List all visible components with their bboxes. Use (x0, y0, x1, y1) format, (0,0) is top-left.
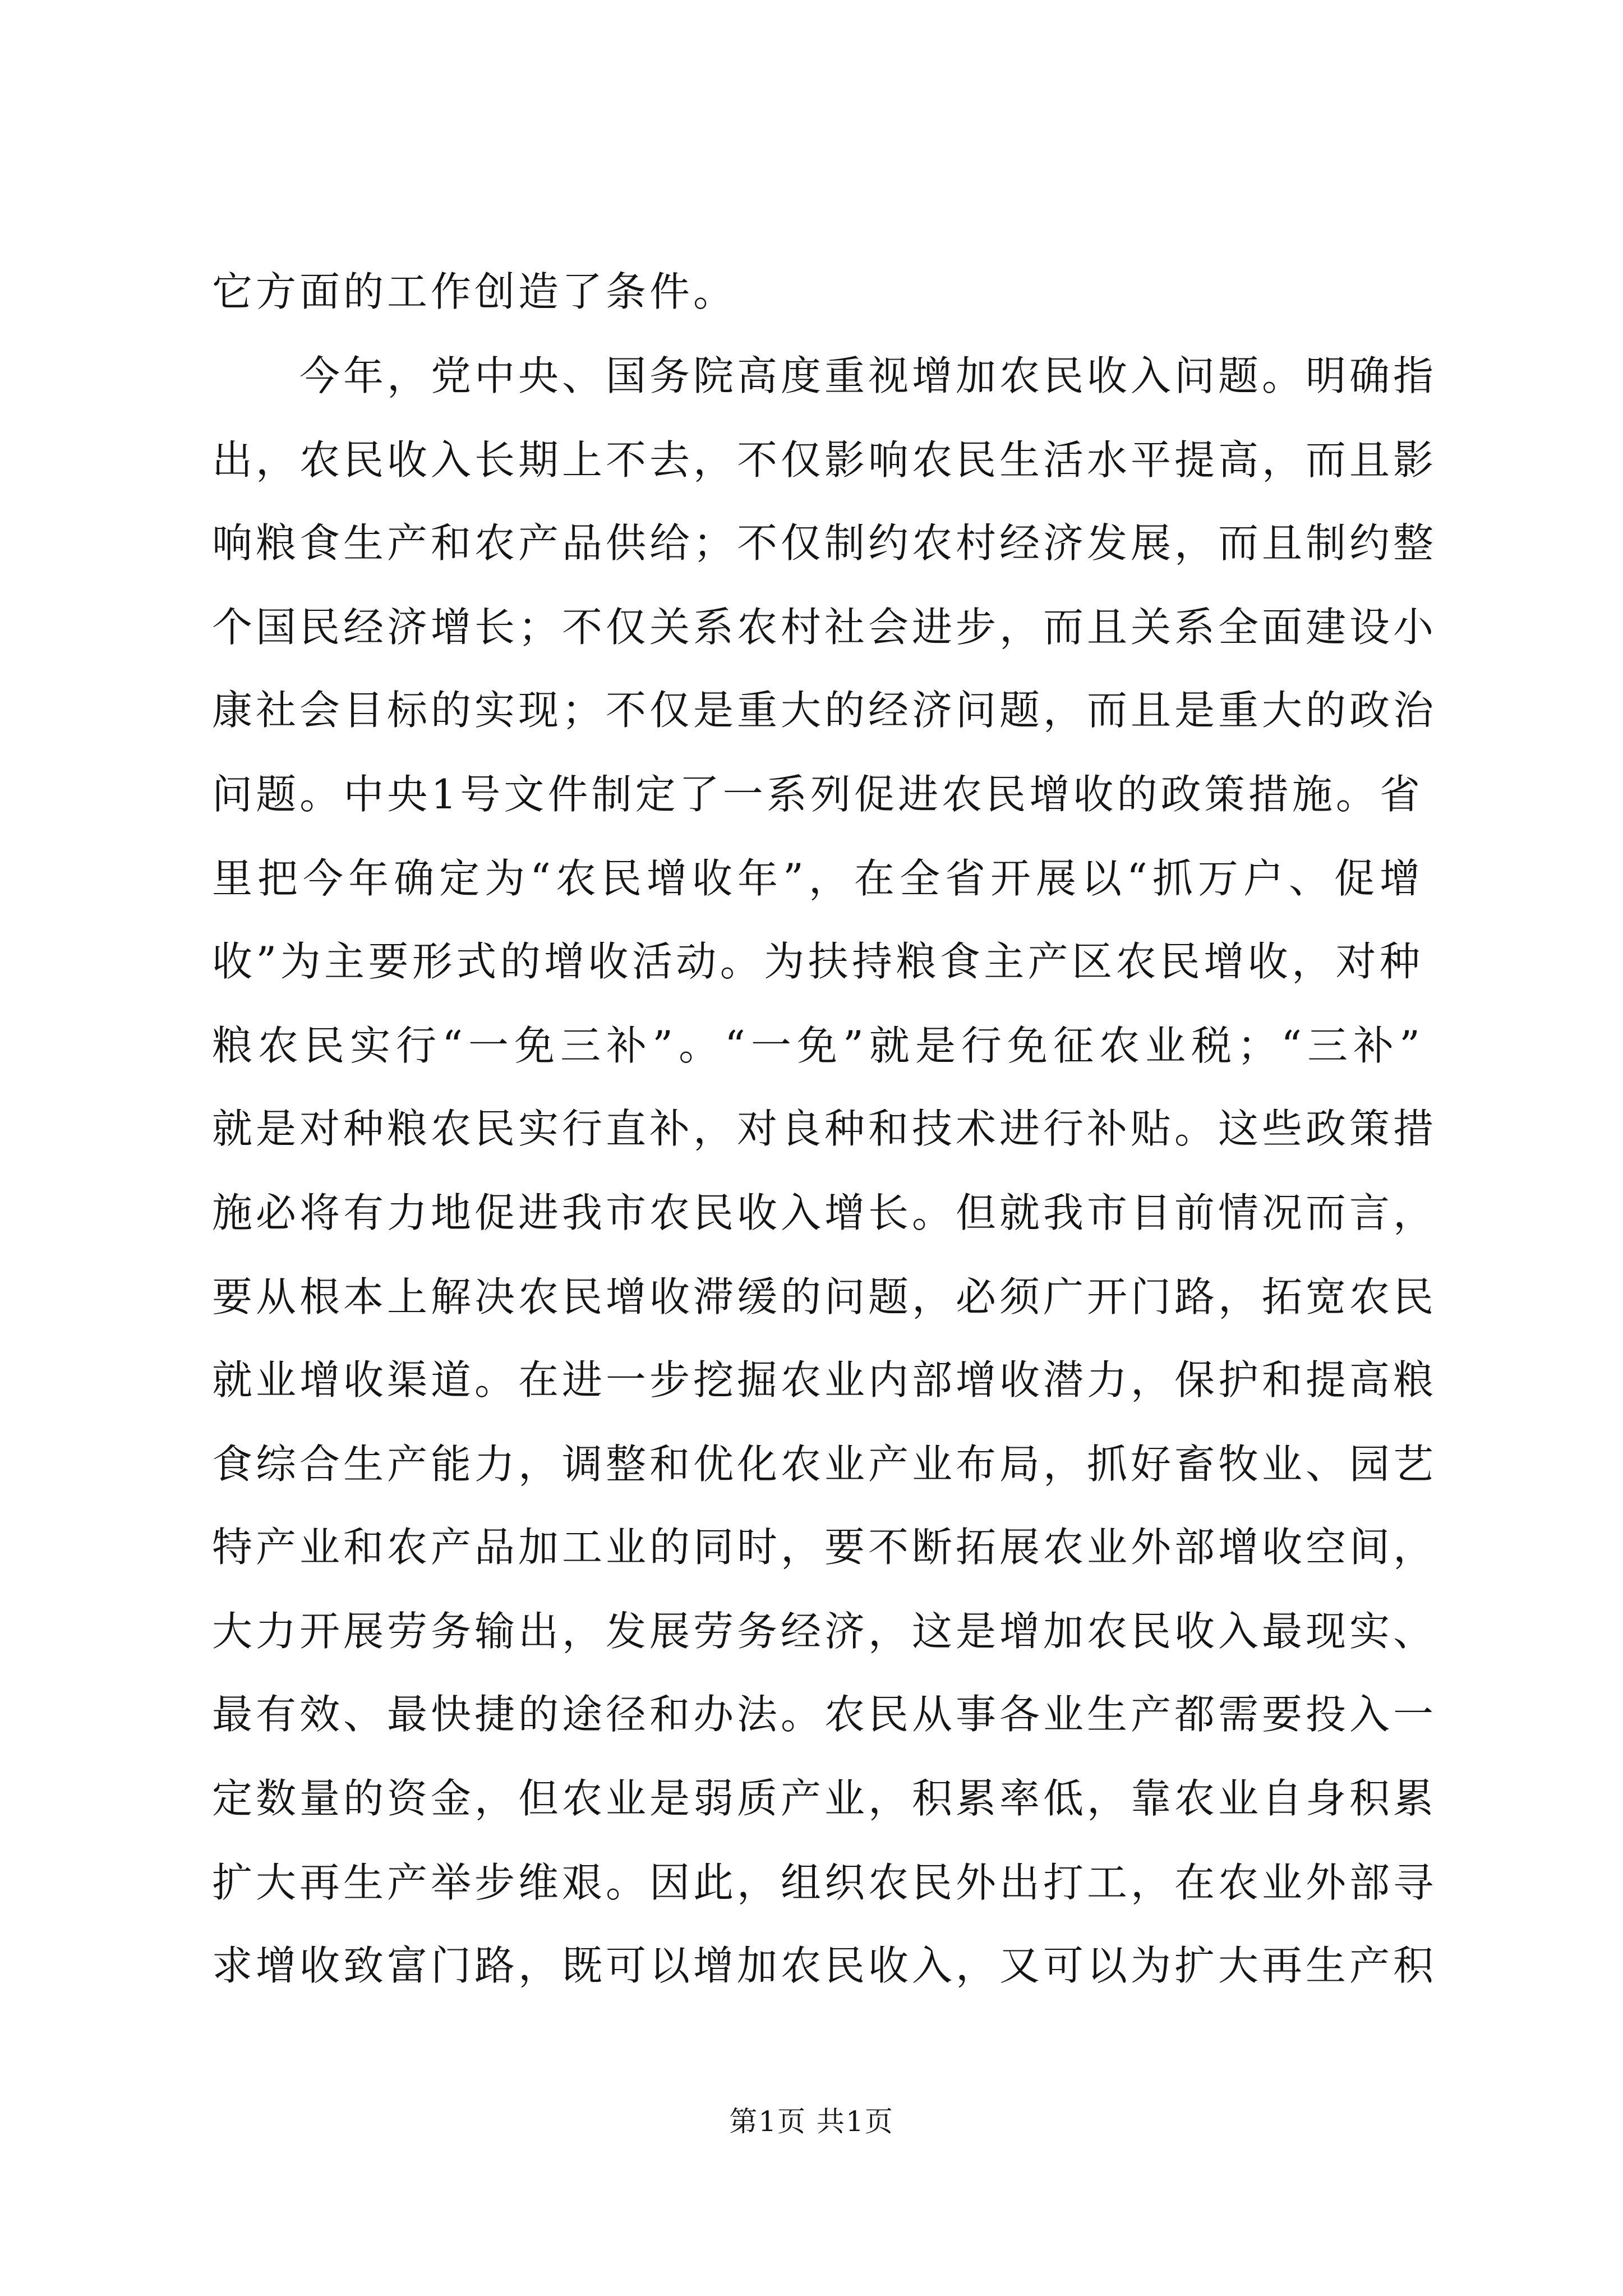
text-line: 个国民经济增长；不仅关系农村社会进步，而且关系全面建设小 (212, 604, 1437, 651)
text-line: 特产业和农产品加工业的同时，要不断拓展农业外部增收空间， (212, 1524, 1437, 1571)
text-line: 里把今年确定为“农民增收年”，在全省开展以“抓万户、促增 (212, 855, 1423, 902)
text-line: 它方面的工作创造了条件。 (212, 268, 737, 315)
page-footer: 第1页 共1页 (729, 2105, 894, 2138)
text-line: 大力开展劳务输出，发展劳务经济，这是增加农民收入最现实、 (212, 1608, 1437, 1655)
text-line: 施必将有力地促进我市农民收入增长。但就我市目前情况而言， (212, 1189, 1437, 1236)
text-line: 就是对种粮农民实行直补，对良种和技术进行补贴。这些政策措 (212, 1105, 1437, 1152)
text-line: 就业增收渠道。在进一步挖掘农业内部增收潜力，保护和提高粮 (212, 1356, 1437, 1404)
text-line: 要从根本上解决农民增收滞缓的问题，必须广开门路，拓宽农民 (212, 1273, 1437, 1320)
text-line: 求增收致富门路，既可以增加农民收入，又可以为扩大再生产积 (212, 1942, 1437, 1989)
text-line: 康社会目标的实现；不仅是重大的经济问题，而且是重大的政治 (212, 687, 1437, 734)
text-line: 收”为主要形式的增收活动。为扶持粮食主产区农民增收，对种 (212, 938, 1423, 985)
text-line: 扩大再生产举步维艰。因此，组织农民外出打工，在农业外部寻 (212, 1859, 1437, 1906)
text-line: 粮农民实行“一免三补”。“一免”就是行免征农业税；“三补” (212, 1022, 1423, 1069)
text-line: 食综合生产能力，调整和优化农业产业布局，抓好畜牧业、园艺 (212, 1441, 1437, 1488)
text-line: 出，农民收入长期上不去，不仅影响农民生活水平提高，而且影 (212, 436, 1437, 484)
text-line: 最有效、最快捷的途径和办法。农民从事各业生产都需要投入一 (212, 1691, 1437, 1738)
text-line: 问题。中央1号文件制定了一系列促进农民增收的政策措施。省 (212, 771, 1423, 818)
text-line: 响粮食生产和农产品供给；不仅制约农村经济发展，而且制约整 (212, 519, 1437, 567)
text-line: 今年，党中央、国务院高度重视增加农民收入问题。明确指 (299, 352, 1437, 399)
text-line: 定数量的资金，但农业是弱质产业，积累率低，靠农业自身积累 (212, 1775, 1437, 1822)
